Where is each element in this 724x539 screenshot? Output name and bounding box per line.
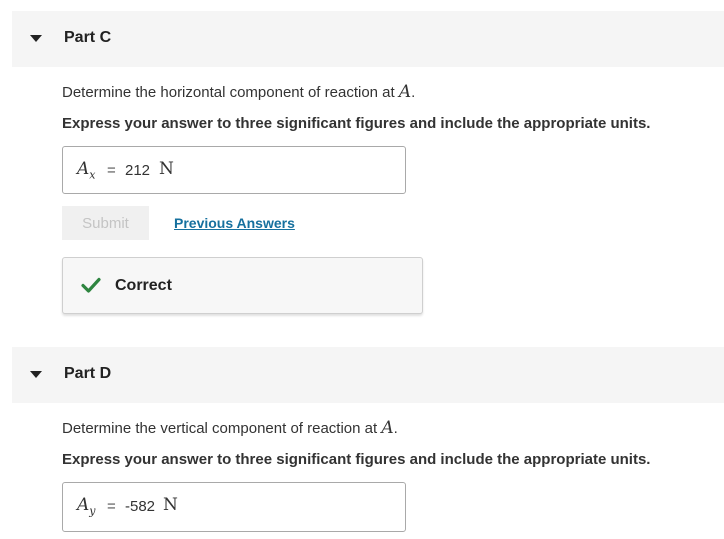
part-d-instruction: Express your answer to three significant figures and include the appropriate units. — [62, 451, 651, 468]
answer-value[interactable]: 212 — [125, 162, 151, 179]
part-d-title: Part D — [64, 365, 112, 382]
part-d-question: Determine the vertical component of reaction at A. — [62, 418, 398, 438]
check-icon — [81, 277, 101, 298]
part-d-answer-field[interactable] — [62, 482, 406, 532]
feedback-status: Correct — [115, 277, 172, 294]
equals-sign: = — [107, 498, 116, 515]
answer-value[interactable]: -582 — [125, 498, 156, 515]
equals-sign: = — [107, 162, 116, 179]
part-c-header[interactable] — [12, 11, 724, 67]
part-c-question: Determine the horizontal component of reaction at A. — [62, 82, 416, 102]
feedback-box — [62, 257, 423, 314]
part-d-header[interactable] — [12, 347, 724, 403]
answer-variable: $A_y$ — [77, 495, 96, 518]
previous-answers-link[interactable]: Previous Answers — [174, 215, 295, 231]
answer-variable: $A_x$ — [77, 159, 96, 182]
part-c-instruction: Express your answer to three significant figures and include the appropriate units. — [62, 115, 651, 132]
submit-button[interactable]: Submit — [62, 206, 149, 240]
part-c-answer-field[interactable] — [62, 146, 406, 194]
answer-unit: N — [159, 159, 174, 179]
part-c-title: Part C — [64, 29, 112, 46]
answer-unit: N — [163, 495, 178, 515]
caret-down-icon[interactable] — [30, 371, 42, 378]
caret-down-icon[interactable] — [30, 35, 42, 42]
